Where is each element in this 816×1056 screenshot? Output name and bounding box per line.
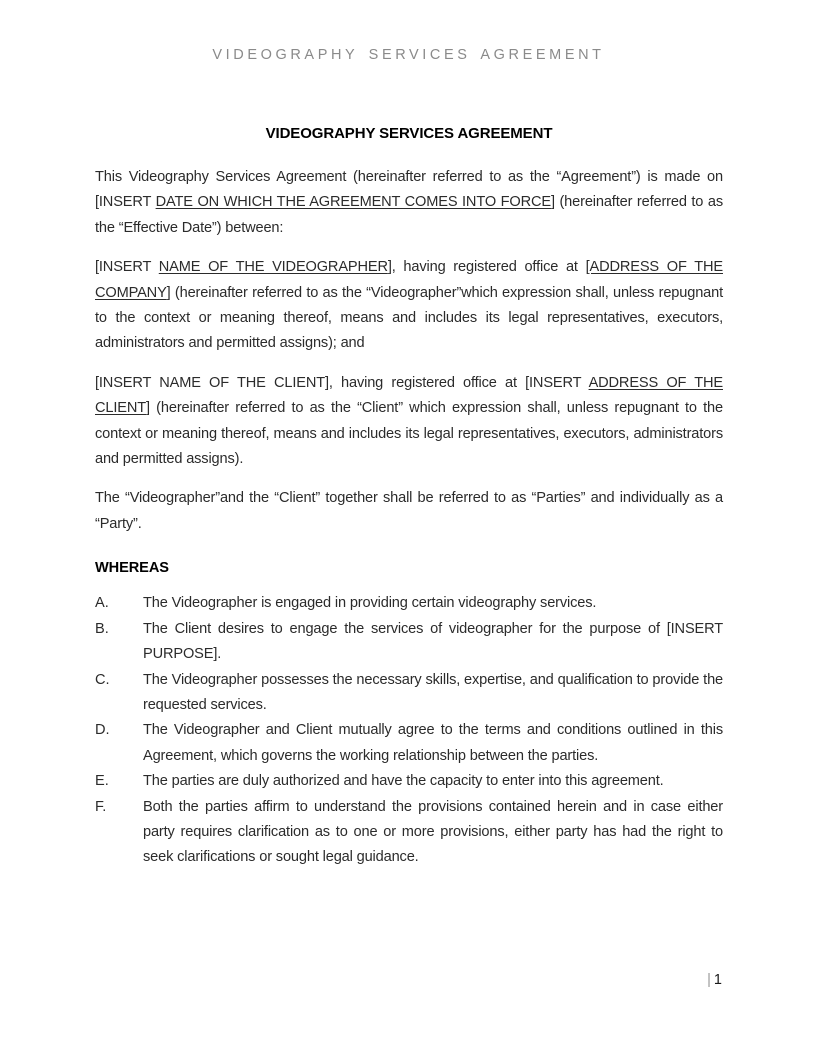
paragraph-text: [INSERT NAME OF THE CLIENT], having registered office at [INSERT (95, 374, 589, 391)
document-body (95, 124, 723, 871)
list-item-text: The Client desires to engage the services of videographer for the purpose of [INSERT PURPOSE]. (143, 620, 723, 663)
list-item-text: The Videographer possesses the necessary skills, expertise, and qualification to provide the requested services. (143, 671, 723, 713)
list-item (95, 617, 723, 668)
list-item-marker: B. (95, 620, 109, 637)
list-item-marker: F. (95, 798, 107, 815)
list-item-text: Both the parties affirm to understand the provisions contained herein and in case either party requires clarification as to one or more provisions, either party has had the right to seek clarifications or sought legal guidance. (143, 798, 723, 866)
footer-separator-bar: | (707, 972, 711, 988)
list-item-text: The Videographer and Client mutually agree to the terms and conditions outlined in this Agreement, which governs the working relationship between the parties. (143, 722, 723, 764)
list-item (95, 591, 723, 616)
underlined-placeholder: ADDRESS OF THE CLIENT (95, 374, 723, 417)
page-number: 1 (713, 972, 722, 988)
list-item (95, 668, 723, 719)
underlined-placeholder: [ADDRESS OF THE COMPANY (95, 259, 723, 301)
recital-paragraphs (95, 165, 723, 537)
whereas-heading: WHEREAS (95, 560, 169, 577)
list-item-text: The parties are duly authorized and have the capacity to enter into this agreement. (143, 773, 664, 790)
list-item-marker: A. (95, 595, 109, 612)
paragraph-text: ], having registered office at (387, 259, 586, 276)
underlined-placeholder: NAME OF THE VIDEOGRAPHER (158, 259, 388, 276)
list-item-marker: E. (95, 773, 109, 790)
paragraph-recital-parties-intro (95, 165, 723, 241)
paragraph-videographer-party (95, 255, 723, 357)
paragraph-client-party (95, 371, 723, 473)
paragraph-text: ] (hereinafter referred to as the “Effective Date”) between: (95, 194, 723, 236)
recitals-list (95, 591, 723, 870)
list-item-marker: C. (95, 671, 110, 688)
list-item (95, 769, 723, 794)
underlined-placeholder: DATE ON WHICH THE AGREEMENT COMES INTO FORCE (155, 194, 551, 211)
paragraph-parties-definition (95, 486, 723, 537)
page-title: VIDEOGRAPHY SERVICES AGREEMENT (265, 125, 553, 142)
paragraph-text: ] (hereinafter referred to as the “Videographer”which expression shall, unless repugnant to the context or meaning thereof, means and includes its legal representatives, executors, administrators and permitted assigns); and (95, 284, 723, 352)
running-header: VIDEOGRAPHY SERVICES AGREEMENT (212, 47, 605, 63)
paragraph-text: This Videography Services Agreement (hereinafter referred to as the “Agreement”) is made on [INSERT (95, 169, 723, 211)
paragraph-text: The “Videographer”and the “Client” together shall be referred to as “Parties” and individually as a “Party”. (95, 490, 723, 532)
list-item-marker: D. (95, 722, 110, 739)
paragraph-text: [INSERT (95, 259, 159, 276)
page-footer (95, 970, 722, 990)
paragraph-text: ] (hereinafter referred to as the “Client” which expression shall, unless repugnant to the context or meaning thereof, means and includes its legal representatives, executors, administrators and permitted assigns). (95, 400, 723, 468)
list-item-text: The Videographer is engaged in providing certain videography services. (143, 595, 597, 612)
list-item (95, 718, 723, 769)
list-item (95, 795, 723, 871)
